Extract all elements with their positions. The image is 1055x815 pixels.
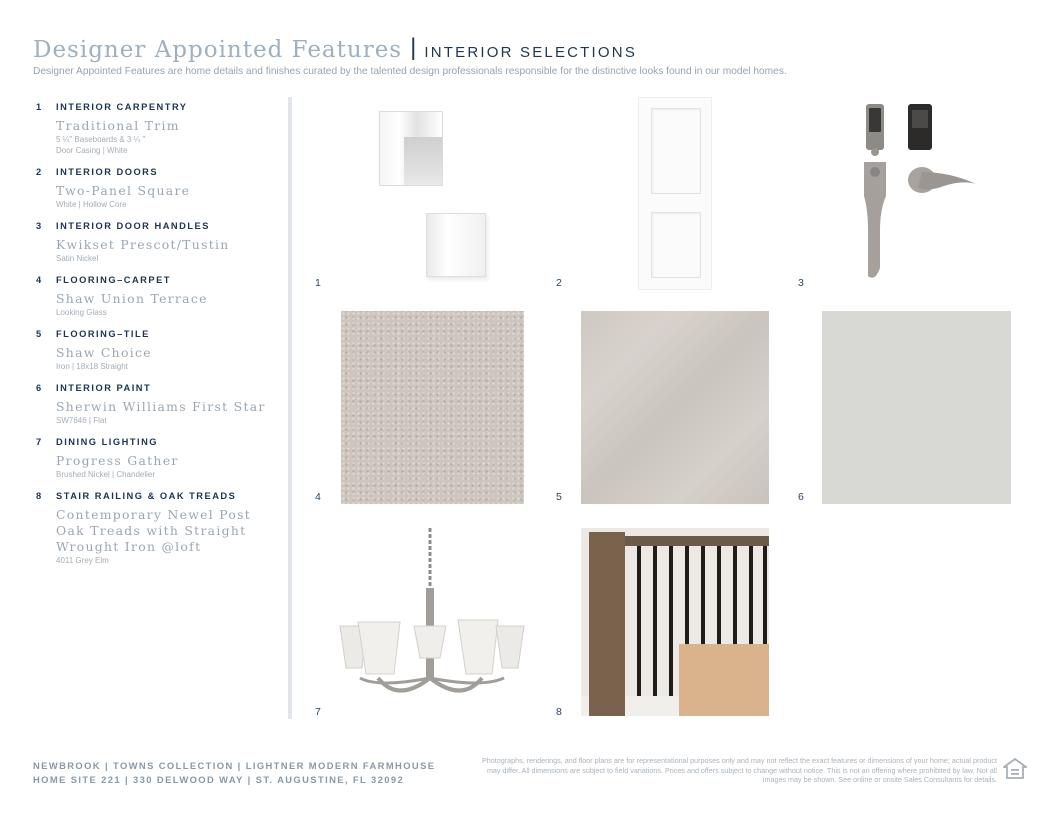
footer-line-1: NEWBROOK | TOWNS COLLECTION | LIGHTNER MODERN FARMHOUSE xyxy=(33,760,436,771)
section-title: INTERIOR SELECTIONS xyxy=(424,44,638,61)
feature-category: STAIR RAILING & OAK TREADS xyxy=(56,491,237,501)
vertical-divider xyxy=(288,97,292,719)
feature-item xyxy=(36,219,284,264)
feature-name: Progress Gather xyxy=(56,453,179,468)
feature-item xyxy=(36,381,284,426)
feature-category: INTERIOR DOORS xyxy=(56,167,159,177)
gallery-label: 8 xyxy=(556,706,562,718)
title-separator: | xyxy=(410,34,417,61)
feature-detail: Brushed Nickel | Chandelier xyxy=(56,470,156,479)
footer-line-2: HOME SITE 221 | 330 DELWOOD WAY | ST. AUGUSTINE, FL 32092 xyxy=(33,774,405,785)
feature-detail: 4011 Grey Elm xyxy=(56,556,109,565)
carpet-swatch-image xyxy=(341,311,524,504)
feature-number: 8 xyxy=(36,491,43,501)
feature-category: INTERIOR DOOR HANDLES xyxy=(56,221,210,231)
feature-item xyxy=(36,489,284,566)
feature-item xyxy=(36,273,284,318)
gallery-label: 4 xyxy=(315,491,321,503)
gallery-label: 1 xyxy=(315,277,321,289)
gallery-label: 5 xyxy=(556,491,562,503)
feature-name: Shaw Union Terrace xyxy=(56,291,208,306)
feature-detail: Satin Nickel xyxy=(56,254,99,263)
feature-name: Sherwin Williams First Star xyxy=(56,399,266,414)
footer-community-info xyxy=(33,759,435,787)
trim-casing-image xyxy=(379,111,443,186)
stair-railing-image xyxy=(581,528,769,716)
page-title: Designer Appointed Features xyxy=(33,37,403,63)
feature-number: 5 xyxy=(36,329,43,339)
page-header xyxy=(33,36,637,64)
feature-number: 7 xyxy=(36,437,43,447)
gallery-label: 6 xyxy=(798,491,804,503)
feature-number: 1 xyxy=(36,102,43,112)
feature-detail: Door Casing | White xyxy=(56,146,128,155)
feature-category: INTERIOR PAINT xyxy=(56,383,152,393)
feature-item xyxy=(36,435,284,480)
feature-name: Two-Panel Square xyxy=(56,183,191,198)
gallery-label: 7 xyxy=(315,706,321,718)
feature-number: 4 xyxy=(36,275,43,285)
two-panel-door-image xyxy=(638,97,712,290)
baseboard-image xyxy=(426,213,486,277)
equal-housing-opportunity-icon xyxy=(1003,758,1027,780)
feature-name: Kwikset Prescot/Tustin xyxy=(56,237,230,252)
feature-detail: SW7646 | Flat xyxy=(56,416,107,425)
feature-name: Traditional Trim xyxy=(56,118,180,133)
oak-tread-swatch xyxy=(679,644,769,716)
feature-name: Contemporary Newel Post Oak Treads with Straight Wrought Iron @loft xyxy=(56,507,252,554)
feature-name: Shaw Choice xyxy=(56,345,152,360)
gallery-label: 2 xyxy=(556,277,562,289)
feature-number: 6 xyxy=(36,383,43,393)
feature-detail: White | Hollow Core xyxy=(56,200,127,209)
feature-category: DINING LIGHTING xyxy=(56,437,159,447)
feature-item xyxy=(36,100,284,156)
feature-number: 3 xyxy=(36,221,43,231)
feature-category: FLOORING–CARPET xyxy=(56,275,171,285)
door-handle-image xyxy=(858,100,983,285)
paint-swatch-image xyxy=(822,311,1011,504)
feature-category: FLOORING–TILE xyxy=(56,329,150,339)
feature-detail: Iron | 18x18 Straight xyxy=(56,362,128,371)
tile-swatch-image xyxy=(581,311,769,504)
footer-disclaimer: Photographs, renderings, and floor plans are for representational purposes only and may not reflect the exact features or dimensions of your home; actual product may differ. All dimensions are subject to field variations. Prices and offers subject to change without notice. This is not an offering where prohibited by law. Not all images may be shown. See online or onsite Sales Consultants for details. xyxy=(481,756,997,784)
chandelier-image xyxy=(338,528,528,713)
feature-detail: 5 ¼" Baseboards & 3 ¼ " xyxy=(56,135,146,144)
gallery-label: 3 xyxy=(798,277,804,289)
feature-list xyxy=(36,100,284,575)
feature-detail: Looking Glass xyxy=(56,308,107,317)
feature-category: INTERIOR CARPENTRY xyxy=(56,102,188,112)
feature-item xyxy=(36,165,284,210)
feature-number: 2 xyxy=(36,167,43,177)
page-subtitle: Designer Appointed Features are home details and finishes curated by the talented design professionals responsible for the distinctive looks found in our model homes. xyxy=(33,66,787,77)
feature-item xyxy=(36,327,284,372)
